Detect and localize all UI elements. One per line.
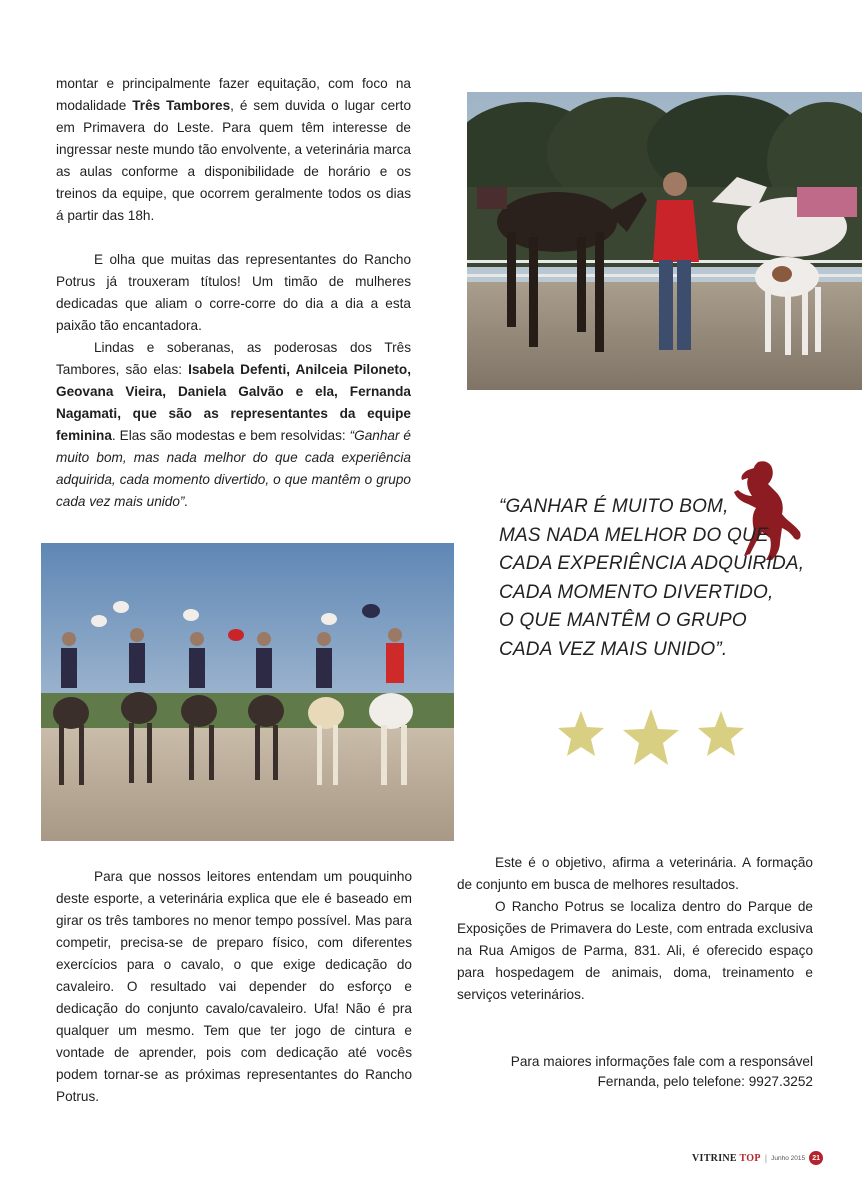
star-rating	[553, 705, 753, 775]
contact-phone: Fernanda, pelo telefone: 9927.3252	[597, 1074, 813, 1089]
text: , é sem duvida o lugar certo em Primavera do Leste. Para quem têm interesse de ingressar neste mundo tão envolvente, a veterinária marca as aulas conforme a disponibilidade de horário e os treinos da equipe, que ocorrem geralmente todos os dias á partir das 18h.	[56, 98, 411, 223]
quote-line: “GANHAR É MUITO BOM,	[499, 496, 729, 517]
magazine-name-main: VITRINE	[692, 1152, 737, 1164]
magazine-name-accent: TOP	[739, 1152, 761, 1164]
star-icon	[698, 711, 744, 756]
contact-line: Para maiores informações fale com a responsável	[510, 1054, 813, 1069]
photo-team-riders	[41, 543, 454, 841]
text: . Elas são modestas e bem resolvidas:	[111, 428, 350, 443]
paragraph	[56, 337, 411, 513]
star-icon	[623, 709, 679, 765]
pull-quote	[499, 493, 805, 665]
quote-line: MAS NADA MELHOR DO QUE	[499, 524, 769, 546]
paragraph: O Rancho Potrus se localiza dentro do Parque de Exposições de Primavera do Leste, com entrada exclusiva na Rua Amigos de Parma, 831. Ali, é oferecido espaço para hospedagem de animais, doma, treinamento e serviços veterinários.	[457, 899, 813, 1002]
footer-separator: |	[764, 1153, 768, 1163]
text: Lindas e soberanas, as poderosas dos Três Tambores, são elas:	[56, 340, 411, 377]
contact-info	[457, 1052, 813, 1092]
photo-woman-with-horses	[467, 92, 862, 390]
page-footer	[692, 1150, 823, 1166]
quote-text: “Ganhar é muito bom, mas nada melhor do que cada experiência adquirida, cada momento divertido, o que mantêm o grupo cada vez mais unido”.	[56, 428, 411, 509]
star-icon	[558, 711, 604, 756]
text: montar e principalmente fazer equitação, com foco na modalidade	[56, 76, 411, 113]
article-column-2	[56, 866, 412, 1108]
team-names: Isabela Defenti, Anilceia Piloneto, Geovana Vieira, Daniela Galvão e ela, Fernanda Nagamati, que são as representantes da equipe feminina	[56, 362, 411, 443]
highlight-text: Três Tambores	[132, 98, 231, 113]
page-number: 21	[809, 1151, 823, 1165]
quote-line: O QUE MANTÊM O GRUPO	[499, 610, 747, 632]
quote-line: CADA MOMENTO DIVERTIDO,	[499, 581, 774, 603]
quote-line: CADA EXPERIÊNCIA ADQUIRIDA,	[499, 553, 805, 575]
paragraph: Este é o objetivo, afirma a veterinária. A formação de conjunto em busca de melhores resultados.	[457, 855, 813, 892]
quote-line: CADA VEZ MAIS UNIDO”.	[499, 638, 728, 660]
article-column-1	[56, 73, 411, 513]
magazine-name	[692, 1153, 761, 1164]
article-column-3	[457, 852, 813, 1006]
paragraph	[56, 73, 411, 227]
paragraph: Para que nossos leitores entendam um pouquinho deste esporte, a veterinária explica que ele é baseado em girar os três tambores no menor tempo possível. Mas para competir, precisa-se de preparo físico, com diferentes exercícios para o cavalo, o que exige dedicação do cavaleiro. O resultado vai depender do esforço e dedicação do conjunto cavalo/cavaleiro. Ufa! Não é pra qualquer um mesmo. Tem que ter jogo de cintura e vontade de aprender, pois com dedicação até vocês podem tornar-se as próximas representantes do Rancho Potrus.	[56, 869, 412, 1104]
issue-date: Junho 2015	[771, 1154, 806, 1162]
paragraph: E olha que muitas das representantes do Rancho Potrus já trouxeram títulos! Um timão de mulheres dedicadas que aliam o corre-corre do dia a dia a esta paixão tão encantadora.	[56, 252, 411, 333]
